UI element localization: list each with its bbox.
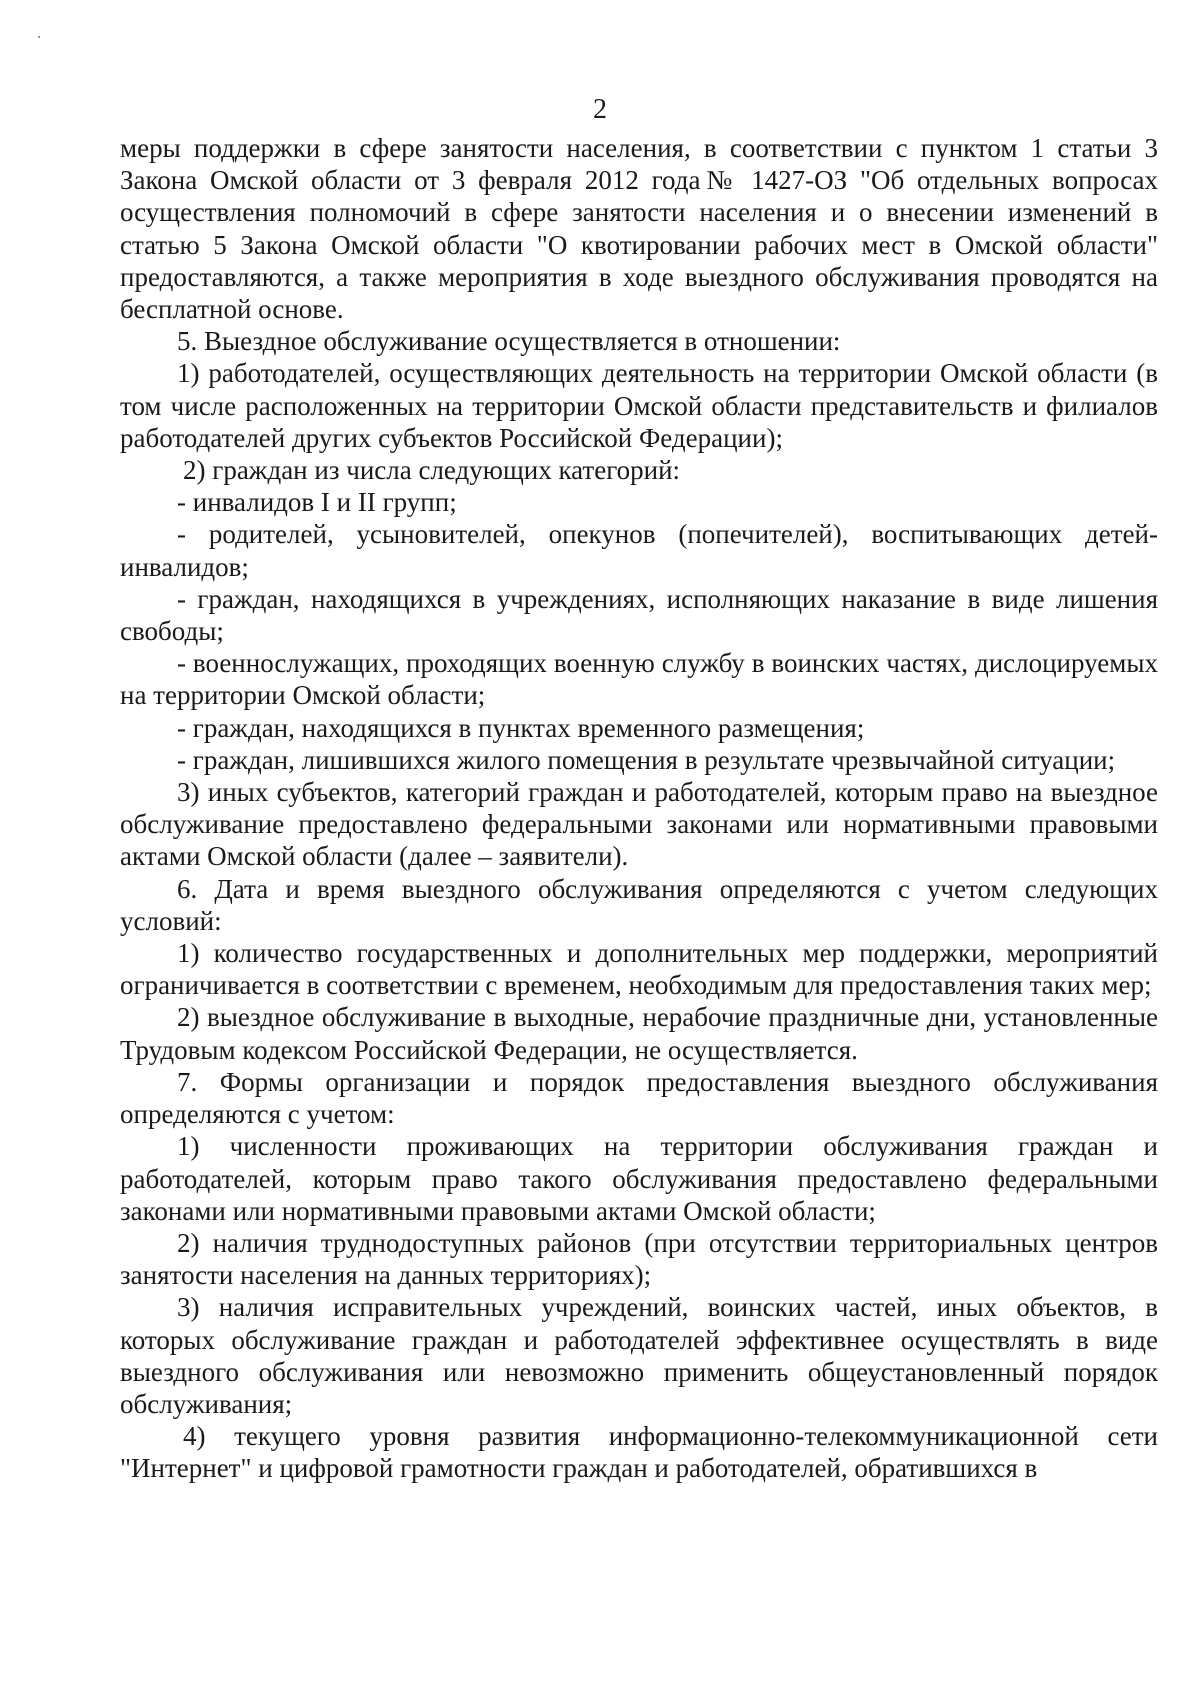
paragraph-item-7: 7. Формы организации и порядок предоставления выездного обслуживания определяются с учетом:	[120, 1066, 1158, 1130]
paragraph-item-5-1: 1) работодателей, осуществляющих деятельность на территории Омской области (в том числе расположенных на территории Омской области представительств и филиалов работодателей других субъектов Российской Федерации);	[120, 358, 1158, 453]
paragraph-item-5-3: 3) иных субъектов, категорий граждан и работодателей, которым право на выездное обслуживание предоставлено федеральными законами или нормативными правовыми актами Омской области (далее – заявители).	[120, 777, 1158, 872]
paragraph-item-5-2: 2) граждан из числа следующих категорий:	[183, 455, 681, 486]
scan-speck	[38, 36, 40, 38]
document-text	[120, 132, 1158, 1485]
list-item-emergency: - граждан, лишившихся жилого помещения в результате чрезвычайной ситуации;	[177, 744, 1116, 775]
paragraph-item-7-4: 4) текущего уровня развития информационно-телекоммуникационной сети "Интернет" и цифровой грамотности граждан и работодателей, обратившихся в	[120, 1421, 1158, 1484]
paragraph-item-6: 6. Дата и время выездного обслуживания определяются с учетом следующих условий:	[120, 873, 1158, 936]
paragraph-item-7-3: 3) наличия исправительных учреждений, воинских частей, иных объектов, в которых обслуживание граждан и работодателей эффективнее осуществлять в виде выездного обслуживания или невозможно применить общеустановленный порядок обслуживания;	[120, 1292, 1158, 1419]
paragraph-item-7-2: 2) наличия труднодоступных районов (при отсутствии территориальных центров занятости населения на данных территориях);	[120, 1227, 1158, 1291]
paragraph-intro: меры поддержки в сфере занятости населения, в соответствии с пунктом 1 статьи 3 Закона Омской области от 3 февраля 2012 года№ 1427-ОЗ "Об отдельных вопросах осуществления полномочий в сфере занятости населения и о внесении изменений в статью 5 Закона Омской области "О квотировании рабочих мест в Омской области" предоставляются, а также мероприятия в ходе выездного обслуживания проводятся на бесплатной основе.	[120, 133, 1158, 325]
list-item-prisoners: - граждан, находящихся в учреждениях, исполняющих наказание в виде лишения свободы;	[120, 583, 1158, 647]
list-item-disabled: - инвалидов I и II групп;	[177, 487, 457, 518]
paragraph-item-6-2: 2) выездное обслуживание в выходные, нерабочие праздничные дни, установленные Трудовым кодексом Российской Федерации, не осуществляется.	[120, 1002, 1158, 1065]
list-item-military: - военнослужащих, проходящих военную службу в воинских частях, дислоцируемых на территории Омской области;	[120, 648, 1158, 711]
paragraph-item-7-1: 1) численности проживающих на территории обслуживания граждан и работодателей, которым право такого обслуживания предоставлено федеральными законами или нормативными правовыми актами Омской области;	[120, 1131, 1158, 1226]
paragraph-item-5: 5. Выездное обслуживание осуществляется в отношении:	[177, 326, 841, 357]
list-item-temporary-housing: - граждан, находящихся в пунктах временного размещения;	[177, 712, 865, 743]
page-number: 2	[593, 94, 607, 125]
paragraph-item-6-1: 1) количество государственных и дополнительных мер поддержки, мероприятий ограничивается в соответствии с временем, необходимым для предоставления таких мер;	[120, 938, 1158, 1001]
list-item-parents: - родителей, усыновителей, опекунов (попечителей), воспитывающих детей-инвалидов;	[120, 519, 1158, 582]
